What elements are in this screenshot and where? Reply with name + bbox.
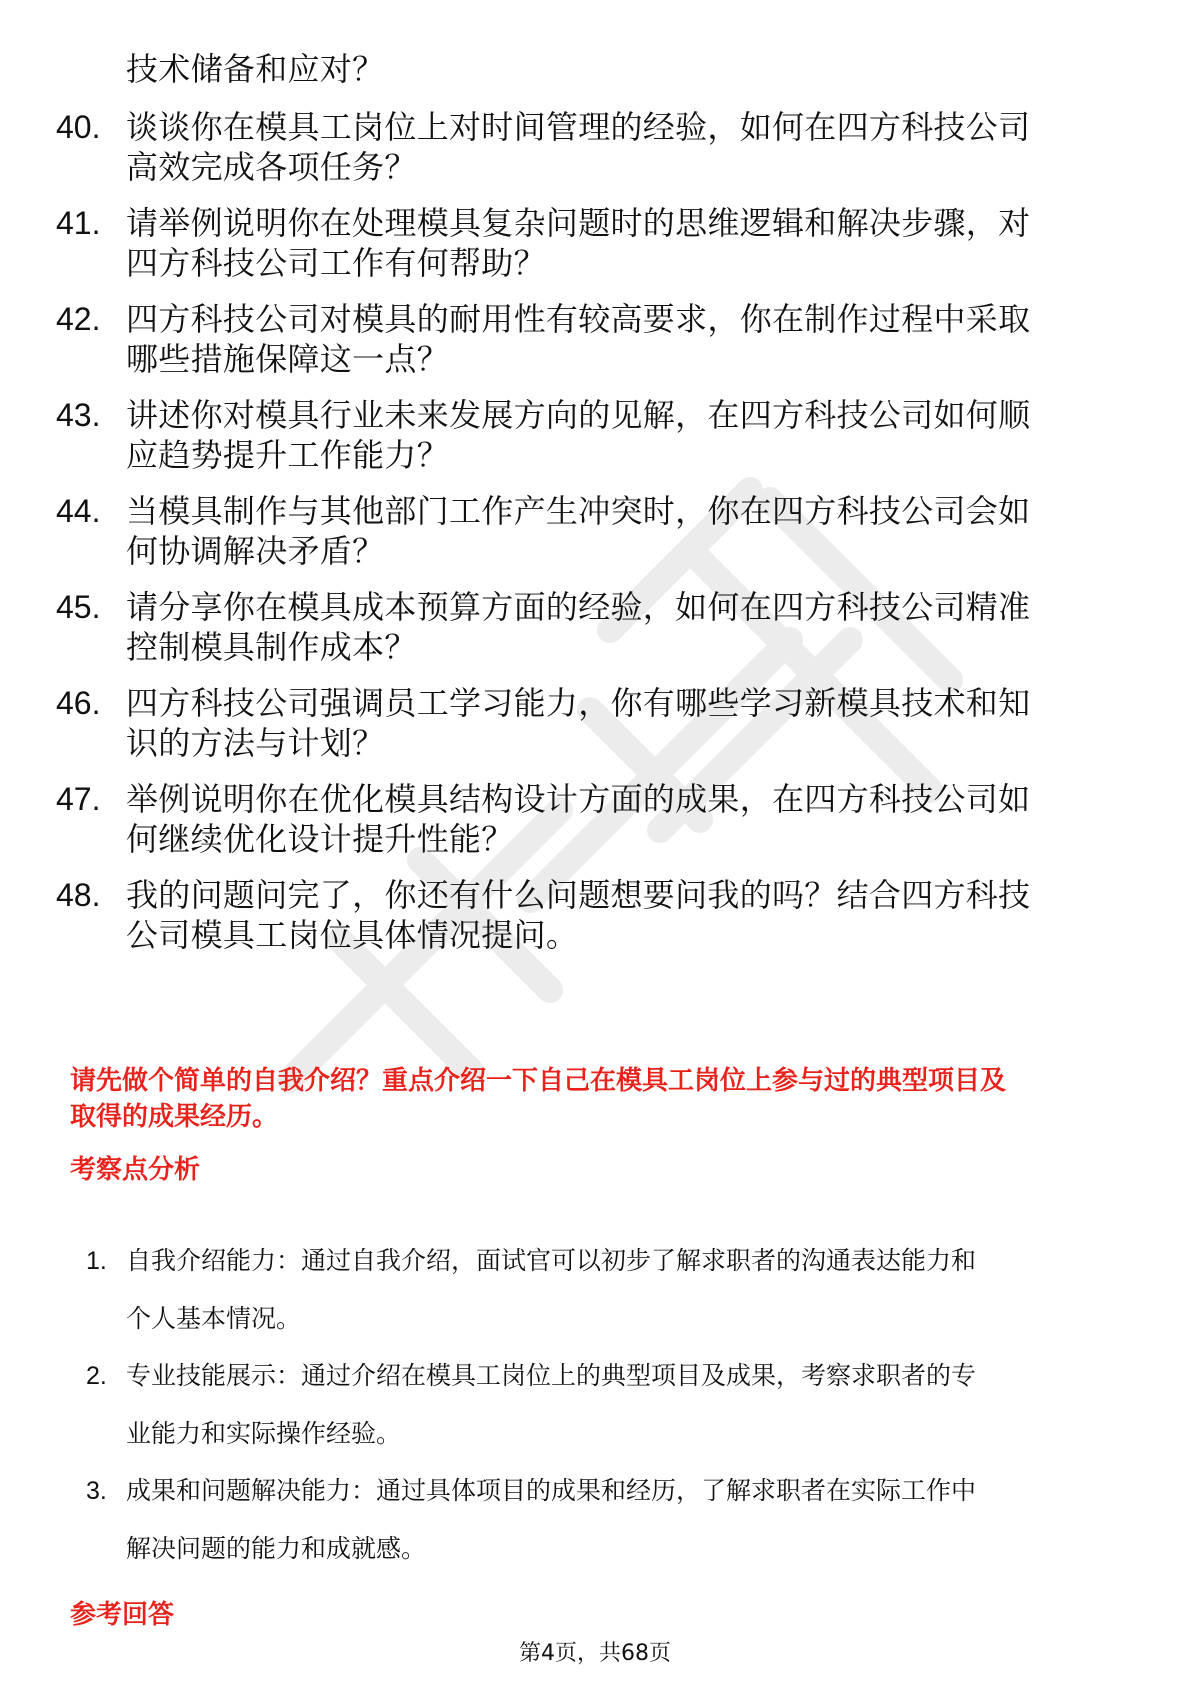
analysis-heading: 考察点分析 <box>70 1155 201 1185</box>
question-line: 四方科技公司工作有何帮助？ <box>126 244 546 282</box>
analysis-line: 专业技能展示：通过介绍在模具工岗位上的典型项目及成果，考察求职者的专 <box>126 1361 977 1390</box>
question-line: 四方科技公司对模具的耐用性有较高要求，你在制作过程中采取 <box>126 300 1031 338</box>
question-number: 47. <box>56 781 101 817</box>
question-text <box>126 203 1126 283</box>
question-line: 四方科技公司强调员工学习能力，你有哪些学习新模具技术和知 <box>126 684 1031 722</box>
question-text <box>126 491 1126 571</box>
question-line: 高效完成各项任务？ <box>126 148 417 186</box>
reference-heading: 参考回答 <box>70 1600 175 1630</box>
analysis-number: 2. <box>86 1362 107 1390</box>
question-number: 45. <box>56 589 101 625</box>
highlight-question <box>70 1063 1130 1135</box>
question-line: 何协调解决矛盾？ <box>126 532 385 570</box>
page-footer: 第4页，共68页 <box>519 1641 671 1666</box>
analysis-text <box>126 1347 1186 1463</box>
question-number: 46. <box>56 685 101 721</box>
question-continuation: 技术储备和应对？ <box>126 50 385 88</box>
analysis-line: 解决问题的能力和成就感。 <box>126 1534 427 1563</box>
question-line: 哪些措施保障这一点？ <box>126 340 450 378</box>
question-number: 43. <box>56 397 101 433</box>
question-text <box>126 779 1126 859</box>
question-line: 举例说明你在优化模具结构设计方面的成果，在四方科技公司如 <box>126 780 1031 818</box>
analysis-number: 3. <box>86 1477 107 1505</box>
highlight-question-line: 请先做个简单的自我介绍？重点介绍一下自己在模具工岗位上参与过的典型项目及 <box>70 1066 1007 1096</box>
analysis-line: 个人基本情况。 <box>126 1304 302 1333</box>
question-line: 公司模具工岗位具体情况提问。 <box>126 916 579 954</box>
question-text <box>126 587 1126 667</box>
analysis-text <box>126 1232 1186 1348</box>
question-text <box>126 875 1126 955</box>
question-line: 控制模具制作成本？ <box>126 628 417 666</box>
question-line: 何继续优化设计提升性能？ <box>126 820 514 858</box>
question-number: 41. <box>56 205 101 241</box>
question-text <box>126 683 1126 763</box>
question-number: 40. <box>56 109 101 145</box>
question-line: 谈谈你在模具工岗位上对时间管理的经验，如何在四方科技公司 <box>126 108 1031 146</box>
question-line: 应趋势提升工作能力？ <box>126 436 450 474</box>
question-line: 请举例说明你在处理模具复杂问题时的思维逻辑和解决步骤，对 <box>126 204 1031 242</box>
question-line: 请分享你在模具成本预算方面的经验，如何在四方科技公司精准 <box>126 588 1031 626</box>
question-line: 识的方法与计划？ <box>126 724 385 762</box>
question-line: 我的问题问完了，你还有什么问题想要问我的吗？结合四方科技 <box>126 876 1031 914</box>
question-line: 当模具制作与其他部门工作产生冲突时，你在四方科技公司会如 <box>126 492 1031 530</box>
analysis-line: 业能力和实际操作经验。 <box>126 1419 402 1448</box>
analysis-line: 自我介绍能力：通过自我介绍，面试官可以初步了解求职者的沟通表达能力和 <box>126 1246 977 1275</box>
question-text <box>126 107 1126 187</box>
question-number: 44. <box>56 493 101 529</box>
question-number: 42. <box>56 301 101 337</box>
question-text <box>126 299 1126 379</box>
question-line: 讲述你对模具行业未来发展方向的见解，在四方科技公司如何顺 <box>126 396 1031 434</box>
question-number: 48. <box>56 877 101 913</box>
analysis-line: 成果和问题解决能力：通过具体项目的成果和经历，了解求职者在实际工作中 <box>126 1476 977 1505</box>
question-text <box>126 395 1126 475</box>
analysis-text <box>126 1462 1186 1578</box>
highlight-question-line: 取得的成果经历。 <box>70 1102 279 1132</box>
analysis-number: 1. <box>86 1247 107 1275</box>
